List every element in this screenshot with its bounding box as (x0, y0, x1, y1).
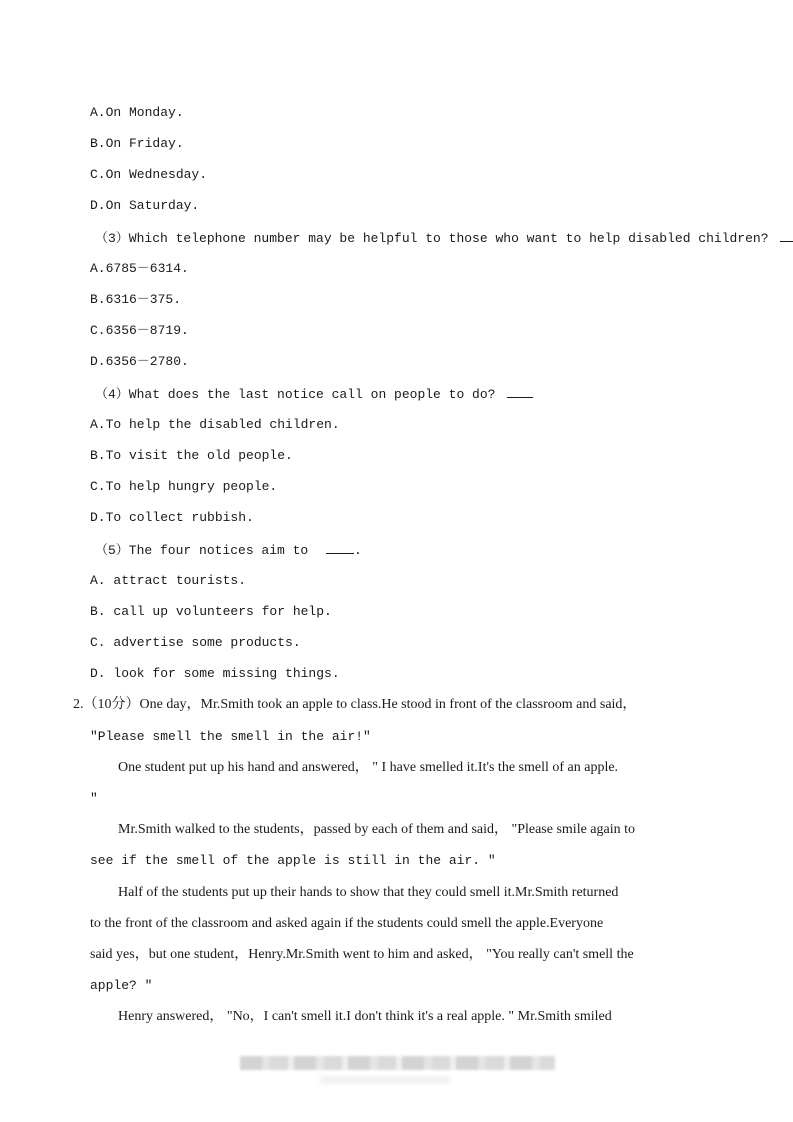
option-4b: B.To visit the old people. (90, 448, 293, 463)
passage-line: Mr.Smith walked to the students，passed by each of them and said， "Please smile again to (118, 822, 636, 837)
answer-blank[interactable] (326, 541, 354, 554)
passage-line: to the front of the classroom and asked again if the students could smell the apple.Everyone (90, 916, 604, 931)
answer-blank[interactable] (507, 385, 533, 398)
answer-blank[interactable] (780, 229, 793, 242)
option-3b: B.6316－375. (90, 292, 182, 307)
passage-line: said yes，but one student，Henry.Mr.Smith went to him and asked， "You really can't smell the (90, 947, 634, 962)
question-3-text: （3）Which telephone number may be helpful to those who want to help disabled children? (95, 231, 769, 246)
question-4-text: （4）What does the last notice call on people to do? (95, 387, 496, 402)
option-4a: A.To help the disabled children. (90, 417, 340, 432)
question-5-text: （5）The four notices aim to (95, 543, 309, 558)
option-5a: A. attract tourists. (90, 573, 247, 588)
option-3c: C.6356－8719. (90, 323, 189, 338)
option-5c: C. advertise some products. (90, 635, 301, 650)
blurred-footer-shadow (320, 1076, 450, 1084)
passage-line: apple? " (90, 978, 153, 993)
passage-heading: 2.（10分）One day，Mr.Smith took an apple to class.He stood in front of the classroom and said， (73, 697, 637, 712)
option-2d: D.On Saturday. (90, 198, 200, 213)
passage-line: see if the smell of the apple is still in the air. " (90, 853, 496, 868)
passage-line: Half of the students put up their hands to show that they could smell it.Mr.Smith returned (118, 885, 619, 900)
question-5-period: . (354, 543, 362, 558)
blurred-footer-watermark (240, 1056, 555, 1070)
option-3d: D.6356－2780. (90, 354, 189, 369)
option-5b: B. call up volunteers for help. (90, 604, 332, 619)
passage-line: One student put up his hand and answered， " I have smelled it.It's the smell of an apple. (118, 760, 619, 775)
passage-line: Henry answered， "No，I can't smell it.I don't think it's a real apple. " Mr.Smith smiled (118, 1009, 612, 1024)
option-3a: A.6785－6314. (90, 261, 189, 276)
passage-line: "Please smell the smell in the air!" (90, 729, 371, 744)
option-5d: D. look for some missing things. (90, 666, 340, 681)
question-4-stem (95, 385, 533, 403)
question-3-stem (95, 229, 793, 247)
option-4d: D.To collect rubbish. (90, 510, 254, 525)
passage-line: " (90, 791, 98, 806)
option-2b: B.On Friday. (90, 136, 184, 151)
option-4c: C.To help hungry people. (90, 479, 278, 494)
option-2c: C.On Wednesday. (90, 167, 208, 182)
option-2a: A.On Monday. (90, 105, 184, 120)
question-5-stem (95, 541, 362, 559)
